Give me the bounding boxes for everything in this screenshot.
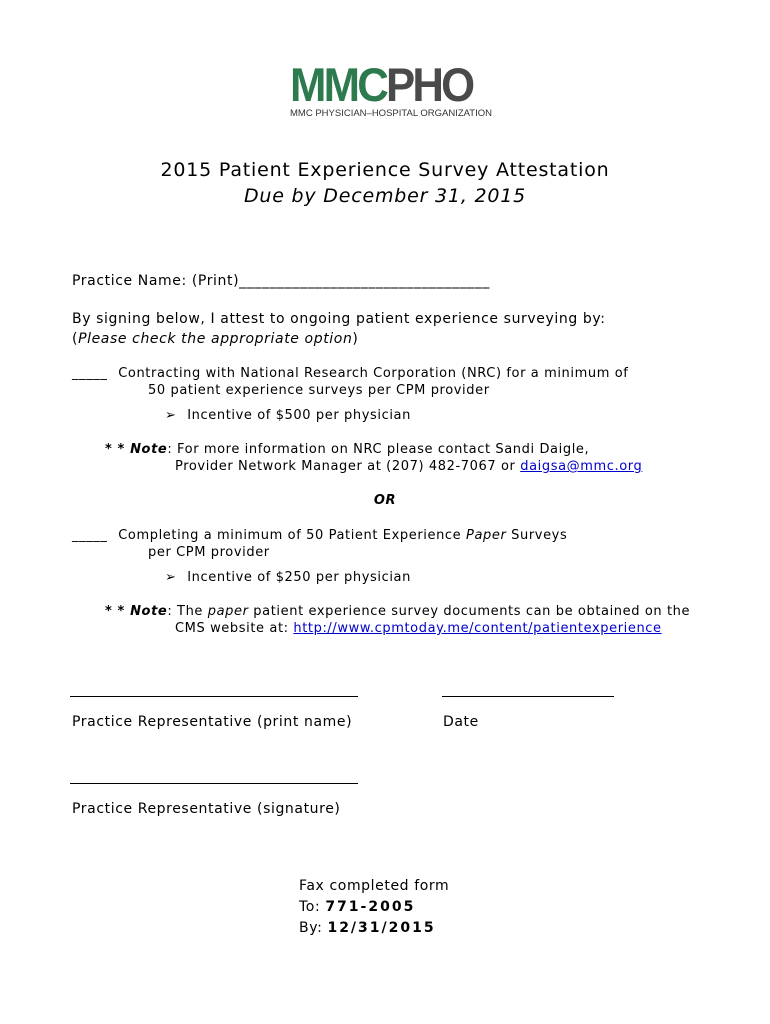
note-line1-italic: paper (207, 604, 249, 619)
mmcpho-logo (290, 58, 492, 122)
option-paper-text-b: Surveys (506, 528, 568, 543)
print-name-label: Practice Representative (print name) (72, 714, 353, 730)
arrow-bullet-icon: ➢ (165, 570, 177, 585)
fax-instruction: Fax completed form (299, 878, 450, 894)
logo-pho-text: PHO (386, 58, 473, 111)
note-prefix: * * (105, 442, 131, 457)
option-nrc-note (105, 442, 589, 457)
note-line1: : For more information on NRC please contact Sandi Daigle, (167, 442, 590, 457)
close-paren: ) (352, 331, 359, 347)
logo-subtitle: MMC PHYSICIAN–HOSPITAL ORGANIZATION (290, 108, 492, 119)
practice-name-label: Practice Name: (Print) (72, 273, 240, 289)
fax-to (299, 899, 415, 915)
option-paper-text-italic: Paper (466, 528, 507, 543)
note-line1-a: : The (167, 604, 208, 619)
note-label: Note (130, 604, 168, 619)
fax-number: 771-2005 (325, 899, 416, 915)
open-paren: ( (72, 331, 79, 347)
nrc-email-link[interactable]: daigsa@mmc.org (520, 459, 643, 474)
option-paper-text-a: Completing a minimum of 50 Patient Experience (118, 528, 467, 543)
option-nrc (72, 366, 628, 381)
instruction-text: Please check the appropriate option (78, 331, 353, 347)
date-label: Date (443, 714, 479, 730)
signature-label: Practice Representative (signature) (72, 801, 341, 817)
option-paper-note (105, 604, 690, 619)
cpm-url-link[interactable]: http://www.cpmtoday.me/content/patientexperience (293, 621, 662, 636)
option-paper-text-line2: per CPM provider (148, 545, 270, 560)
option-nrc-incentive-text: Incentive of $500 per physician (187, 408, 411, 423)
option-paper-incentive-text: Incentive of $250 per physician (187, 570, 411, 585)
note-prefix: * * (105, 604, 131, 619)
note-line1-b: patient experience survey documents can be obtained on the (248, 604, 691, 619)
arrow-bullet-icon: ➢ (165, 408, 177, 423)
option-nrc-note-line2 (175, 459, 642, 474)
option-paper-checkbox-blank[interactable]: _____ (72, 528, 108, 543)
attest-instruction (72, 331, 358, 347)
note-label: Note (130, 442, 168, 457)
logo-mmc-text: MMC (290, 58, 387, 111)
option-paper (72, 528, 567, 543)
option-paper-note-line2 (175, 621, 662, 636)
logo-wordmark (290, 58, 473, 111)
date-line[interactable] (442, 696, 614, 697)
note-line2-text: CMS website at: (175, 621, 294, 636)
signature-line[interactable] (70, 783, 358, 784)
or-separator: OR (373, 493, 397, 508)
practice-name-blank[interactable]: _________________________________ (239, 273, 490, 289)
due-date-subtitle: Due by December 31, 2015 (243, 185, 527, 207)
fax-by-label: By: (299, 920, 328, 936)
option-nrc-text-line1: Contracting with National Research Corporation (NRC) for a minimum of (118, 366, 629, 381)
note-line2-text: Provider Network Manager at (207) 482-7067 or (175, 459, 521, 474)
attest-statement: By signing below, I attest to ongoing patient experience surveying by: (72, 311, 606, 327)
fax-deadline: 12/31/2015 (327, 920, 436, 936)
option-nrc-text-line2: 50 patient experience surveys per CPM provider (148, 383, 490, 398)
practice-name-field[interactable] (72, 273, 490, 289)
print-name-line[interactable] (70, 696, 358, 697)
page-title: 2015 Patient Experience Survey Attestation (160, 159, 610, 181)
fax-by (299, 920, 436, 936)
fax-to-label: To: (299, 899, 326, 915)
option-nrc-incentive (165, 408, 411, 423)
option-paper-incentive (165, 570, 411, 585)
option-nrc-checkbox-blank[interactable]: _____ (72, 366, 108, 381)
